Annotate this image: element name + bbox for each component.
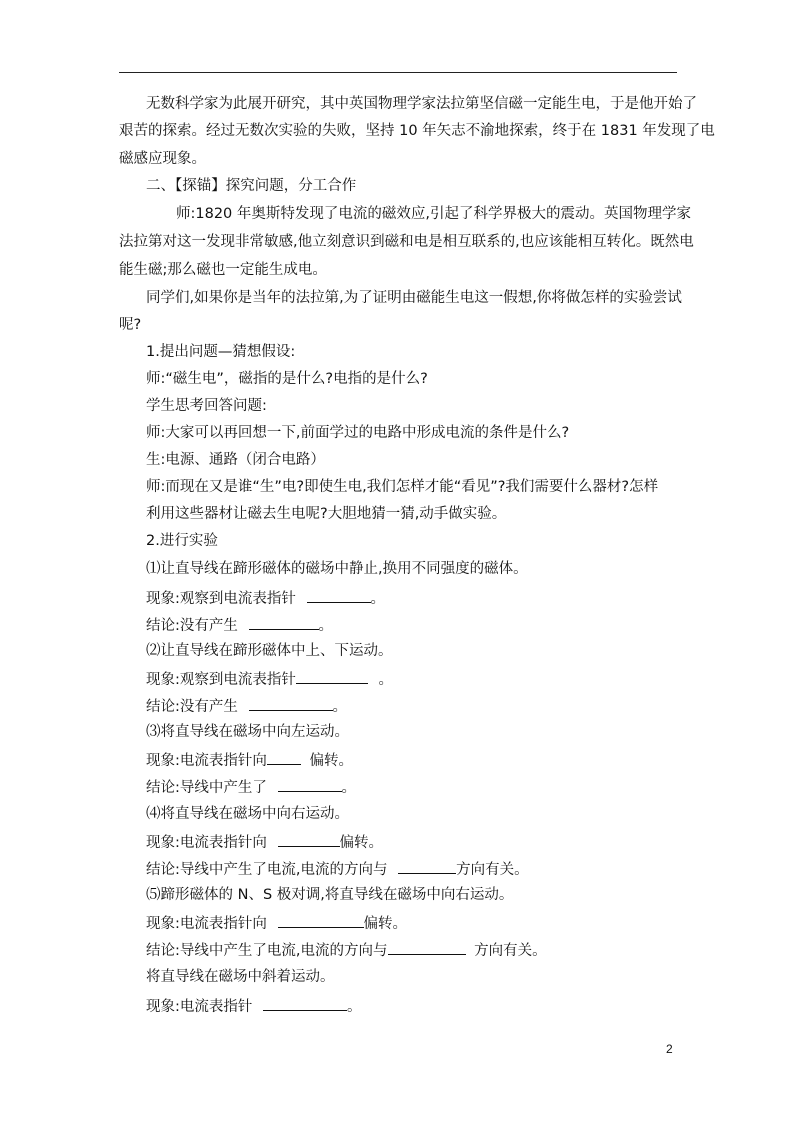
observation-suffix: 偏转。 xyxy=(339,835,383,851)
fill-blank[interactable] xyxy=(398,859,456,874)
section-heading: 二、【探锚】探究问题，分工合作 xyxy=(146,178,357,194)
observation-line xyxy=(146,913,407,933)
dialog-line: 师:大家可以再回想一下,前面学过的电路中形成电流的条件是什么? xyxy=(146,425,570,441)
period: 。 xyxy=(318,618,333,634)
paragraph-line: 同学们,如果你是当年的法拉第,为了证明由磁能生电这一假想,你将做怎样的实验尝试 xyxy=(146,290,682,306)
conclusion-label: 结论:没有产生 xyxy=(146,699,238,715)
dialog-line: 师:“磁生电”，磁指的是什么?电指的是什么? xyxy=(146,371,428,387)
subsection-title: 1.提出问题—猜想假设: xyxy=(146,344,296,360)
observation-suffix: 偏转。 xyxy=(363,916,407,932)
paragraph-line: 法拉第对这一发现非常敏感,他立刻意识到磁和电是相互联系的,也应该能相互转化。既然电 xyxy=(119,234,694,250)
conclusion-label: 结论:导线中产生了电流,电流的方向与 xyxy=(146,943,388,959)
fill-blank[interactable] xyxy=(278,777,342,792)
period: 。 xyxy=(332,699,347,715)
observation-label: 现象:观察到电流表指针 xyxy=(146,591,296,607)
conclusion-suffix: 方向有关。 xyxy=(456,862,529,878)
header-rule xyxy=(119,72,677,73)
paragraph-line: 能生磁;那么磁也一定能生成电。 xyxy=(119,262,327,278)
experiment-step: ⑵让直导线在蹄形磁体中上、下运动。 xyxy=(146,643,393,659)
conclusion-label: 结论:导线中产生了电流,电流的方向与 xyxy=(146,862,388,878)
fill-blank[interactable] xyxy=(249,696,333,711)
subsection-title: 2.进行实验 xyxy=(146,533,218,549)
dialog-line: 生:电源、通路（闭合电路） xyxy=(146,452,325,468)
paragraph-line: 磁感应现象。 xyxy=(119,151,206,167)
conclusion-line xyxy=(146,696,347,716)
observation-label: 现象:电流表指针向 xyxy=(146,753,267,769)
fill-blank[interactable] xyxy=(267,750,301,765)
paragraph-line: 呢? xyxy=(119,317,142,333)
period: 。 xyxy=(378,672,393,688)
paragraph-line: 艰苦的探索。经过无数次实验的失败，坚持 10 年矢志不渝地探索，终于在 1831 年发现了电 xyxy=(119,123,715,139)
observation-line xyxy=(146,588,385,608)
experiment-step: 将直导线在磁场中斜着运动。 xyxy=(146,969,335,985)
observation-label: 现象:电流表指针 xyxy=(146,999,253,1015)
conclusion-line xyxy=(146,859,529,879)
fill-blank[interactable] xyxy=(307,588,371,603)
fill-blank[interactable] xyxy=(388,940,466,955)
period: 。 xyxy=(370,591,385,607)
experiment-step: ⑴让直导线在蹄形磁体的磁场中静止,换用不同强度的磁体。 xyxy=(146,561,528,577)
experiment-step: ⑷将直导线在磁场中向右运动。 xyxy=(146,806,349,822)
period: 。 xyxy=(341,780,356,796)
observation-label: 现象:电流表指针向 xyxy=(146,916,267,932)
conclusion-label: 结论:导线中产生了 xyxy=(146,780,267,796)
fill-blank[interactable] xyxy=(263,996,347,1011)
paragraph-line: 师:1820 年奥斯特发现了电流的磁效应,引起了科学界极大的震动。英国物理学家 xyxy=(176,206,692,222)
experiment-step: ⑶将直导线在磁场中向左运动。 xyxy=(146,724,349,740)
conclusion-line xyxy=(146,777,356,797)
observation-line xyxy=(146,669,393,689)
conclusion-label: 结论:没有产生 xyxy=(146,618,238,634)
observation-label: 现象:观察到电流表指针 xyxy=(146,672,296,688)
conclusion-line xyxy=(146,615,333,635)
fill-blank[interactable] xyxy=(296,669,368,684)
observation-label: 现象:电流表指针向 xyxy=(146,835,267,851)
observation-line xyxy=(146,750,353,770)
fill-blank[interactable] xyxy=(278,913,364,928)
period: 。 xyxy=(347,999,362,1015)
observation-suffix: 偏转。 xyxy=(309,753,353,769)
dialog-line: 师:而现在又是谁“生”电?即使生电,我们怎样才能“看见”?我们需要什么器材?怎样 xyxy=(146,479,659,495)
dialog-line: 学生思考回答问题: xyxy=(146,398,267,414)
observation-line xyxy=(146,832,383,852)
experiment-step: ⑸蹄形磁体的 N、S 极对调,将直导线在磁场中向右运动。 xyxy=(146,887,514,903)
fill-blank[interactable] xyxy=(249,615,319,630)
conclusion-line xyxy=(146,940,547,960)
paragraph-line: 无数科学家为此展开研究，其中英国物理学家法拉第坚信磁一定能生电，于是他开始了 xyxy=(146,96,697,112)
conclusion-suffix: 方向有关。 xyxy=(474,943,547,959)
dialog-line: 利用这些器材让磁去生电呢?大胆地猜一猜,动手做实验。 xyxy=(146,506,507,522)
fill-blank[interactable] xyxy=(278,832,340,847)
page-number: 2 xyxy=(666,1042,673,1056)
observation-line xyxy=(146,996,362,1016)
